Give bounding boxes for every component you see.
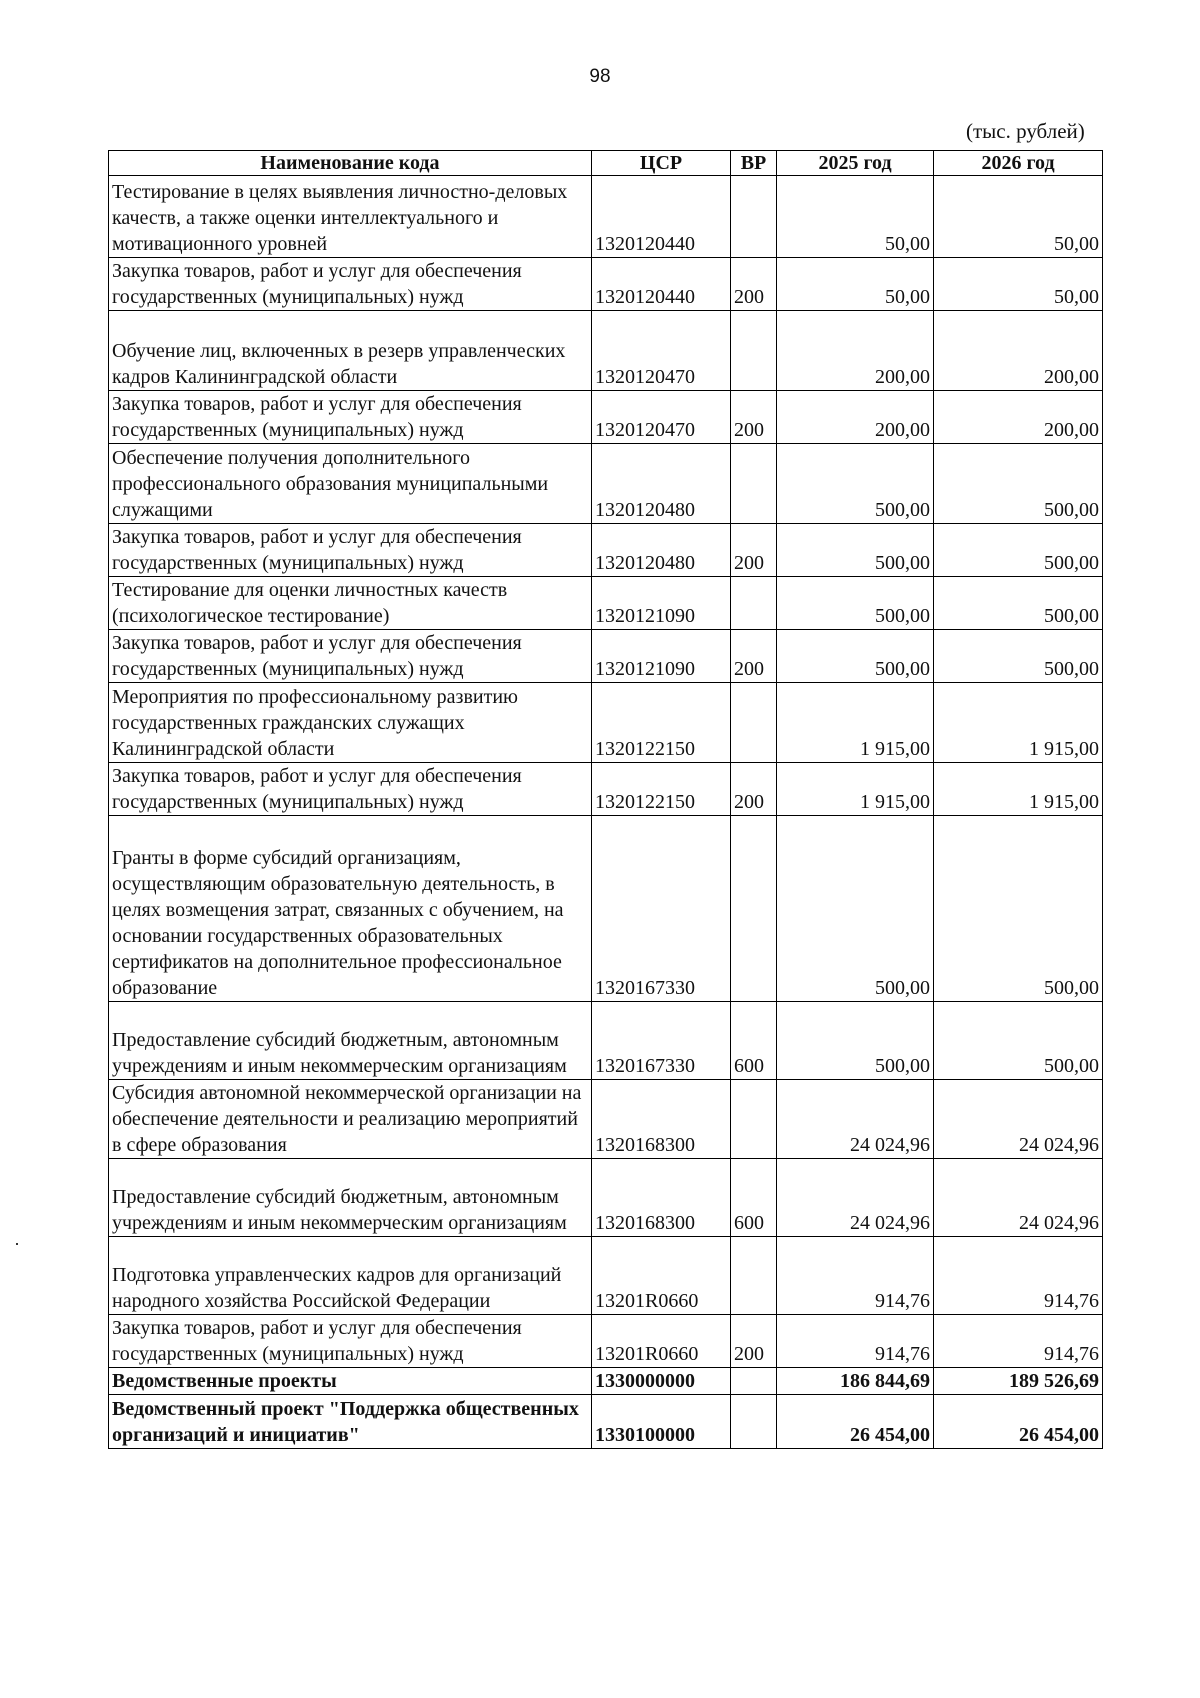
row-2025-cell: 50,00 — [777, 258, 934, 311]
row-2025-cell: 500,00 — [777, 1002, 934, 1080]
table-row — [109, 816, 1103, 1002]
row-2025-cell: 500,00 — [777, 444, 934, 524]
row-code-cell: 1320121090 — [592, 577, 731, 630]
table-row — [109, 630, 1103, 683]
row-2025-cell: 26 454,00 — [777, 1395, 934, 1449]
row-code-cell: 1330000000 — [592, 1368, 731, 1395]
row-2026-cell: 914,76 — [934, 1315, 1103, 1368]
row-2026-cell: 500,00 — [934, 1002, 1103, 1080]
row-2026-cell: 24 024,96 — [934, 1080, 1103, 1159]
row-2025-cell: 500,00 — [777, 577, 934, 630]
row-vr-cell: 200 — [731, 258, 777, 311]
table-row — [109, 524, 1103, 577]
row-vr-cell: 200 — [731, 1315, 777, 1368]
row-code-cell: 1320120440 — [592, 176, 731, 258]
row-2026-cell: 200,00 — [934, 311, 1103, 391]
row-2026-cell: 1 915,00 — [934, 683, 1103, 763]
row-name-cell: Закупка товаров, работ и услуг для обеспечения государственных (муниципальных) нужд — [109, 258, 592, 311]
row-code-cell: 1320168300 — [592, 1159, 731, 1237]
row-vr-cell — [731, 1368, 777, 1395]
row-code-cell: 13201R0660 — [592, 1237, 731, 1315]
row-vr-cell: 600 — [731, 1159, 777, 1237]
header-vr: ВР — [731, 151, 777, 176]
row-name-cell: Субсидия автономной некоммерческой организации на обеспечение деятельности и реализацию мероприятий в сфере образования — [109, 1080, 592, 1159]
row-2025-cell: 186 844,69 — [777, 1368, 934, 1395]
row-2026-cell: 914,76 — [934, 1237, 1103, 1315]
scan-speck — [16, 1243, 18, 1245]
row-name-cell: Тестирование в целях выявления личностно-деловых качеств, а также оценки интеллектуального и мотивационного уровней — [109, 176, 592, 258]
row-vr-cell — [731, 577, 777, 630]
row-name-cell: Предоставление субсидий бюджетным, автономным учреждениям и иным некоммерческим организациям — [109, 1002, 592, 1080]
page-number: 98 — [589, 66, 611, 87]
row-name-cell: Тестирование для оценки личностных качеств (психологическое тестирование) — [109, 577, 592, 630]
row-2025-cell: 914,76 — [777, 1315, 934, 1368]
row-code-cell: 1320167330 — [592, 816, 731, 1002]
table-row — [109, 683, 1103, 763]
row-code-cell: 1320120470 — [592, 311, 731, 391]
row-name-cell: Обучение лиц, включенных в резерв управленческих кадров Калининградской области — [109, 311, 592, 391]
row-code-cell: 1320122150 — [592, 763, 731, 816]
row-2026-cell: 500,00 — [934, 524, 1103, 577]
budget-table — [108, 150, 1103, 1449]
row-vr-cell: 200 — [731, 630, 777, 683]
table-row — [109, 1159, 1103, 1237]
row-code-cell: 1320168300 — [592, 1080, 731, 1159]
row-vr-cell — [731, 311, 777, 391]
row-2026-cell: 200,00 — [934, 391, 1103, 444]
row-2025-cell: 50,00 — [777, 176, 934, 258]
row-2025-cell: 200,00 — [777, 311, 934, 391]
table-row — [109, 311, 1103, 391]
row-2025-cell: 1 915,00 — [777, 763, 934, 816]
row-vr-cell: 200 — [731, 391, 777, 444]
row-code-cell: 1320167330 — [592, 1002, 731, 1080]
table-body — [109, 176, 1103, 1449]
row-code-cell: 1320120480 — [592, 444, 731, 524]
table-row — [109, 577, 1103, 630]
row-vr-cell — [731, 444, 777, 524]
row-name-cell: Закупка товаров, работ и услуг для обеспечения государственных (муниципальных) нужд — [109, 391, 592, 444]
row-2026-cell: 50,00 — [934, 258, 1103, 311]
row-code-cell: 1320120480 — [592, 524, 731, 577]
row-2026-cell: 500,00 — [934, 816, 1103, 1002]
row-vr-cell — [731, 816, 777, 1002]
row-2025-cell: 500,00 — [777, 816, 934, 1002]
row-2025-cell: 200,00 — [777, 391, 934, 444]
row-2025-cell: 500,00 — [777, 630, 934, 683]
table-row — [109, 391, 1103, 444]
row-vr-cell — [731, 176, 777, 258]
row-vr-cell: 200 — [731, 763, 777, 816]
table-row — [109, 444, 1103, 524]
row-2026-cell: 500,00 — [934, 577, 1103, 630]
row-2026-cell: 1 915,00 — [934, 763, 1103, 816]
row-name-cell: Ведомственные проекты — [109, 1368, 592, 1395]
header-code: ЦСР — [592, 151, 731, 176]
row-code-cell: 13201R0660 — [592, 1315, 731, 1368]
row-2025-cell: 500,00 — [777, 524, 934, 577]
row-name-cell: Закупка товаров, работ и услуг для обеспечения государственных (муниципальных) нужд — [109, 630, 592, 683]
row-name-cell: Предоставление субсидий бюджетным, автономным учреждениям и иным некоммерческим организациям — [109, 1159, 592, 1237]
units-note: (тыс. рублей) — [966, 119, 1085, 143]
row-vr-cell — [731, 1395, 777, 1449]
row-2025-cell: 1 915,00 — [777, 683, 934, 763]
row-2025-cell: 914,76 — [777, 1237, 934, 1315]
table-row — [109, 258, 1103, 311]
table-row — [109, 176, 1103, 258]
row-code-cell: 1320121090 — [592, 630, 731, 683]
row-name-cell: Закупка товаров, работ и услуг для обеспечения государственных (муниципальных) нужд — [109, 763, 592, 816]
row-code-cell: 1320120440 — [592, 258, 731, 311]
header-name: Наименование кода — [109, 151, 592, 176]
row-2026-cell: 26 454,00 — [934, 1395, 1103, 1449]
row-2026-cell: 50,00 — [934, 176, 1103, 258]
row-name-cell: Гранты в форме субсидий организациям, осуществляющим образовательную деятельность, в целях возмещения затрат, связанных с обучением, на основании государственных образовательных сертификатов на дополнительное профессиональное образование — [109, 816, 592, 1002]
header-2025: 2025 год — [777, 151, 934, 176]
row-name-cell: Подготовка управленческих кадров для организаций народного хозяйства Российской Федерации — [109, 1237, 592, 1315]
row-code-cell: 1320120470 — [592, 391, 731, 444]
row-2025-cell: 24 024,96 — [777, 1080, 934, 1159]
row-name-cell: Мероприятия по профессиональному развитию государственных гражданских служащих Калининградской области — [109, 683, 592, 763]
table-row — [109, 1395, 1103, 1449]
header-2026: 2026 год — [934, 151, 1103, 176]
row-name-cell: Обеспечение получения дополнительного профессионального образования муниципальными служащими — [109, 444, 592, 524]
row-vr-cell — [731, 683, 777, 763]
row-vr-cell: 600 — [731, 1002, 777, 1080]
table-row — [109, 1002, 1103, 1080]
row-name-cell: Закупка товаров, работ и услуг для обеспечения государственных (муниципальных) нужд — [109, 1315, 592, 1368]
row-code-cell: 1320122150 — [592, 683, 731, 763]
table-header-row — [109, 151, 1103, 176]
table-row — [109, 763, 1103, 816]
row-code-cell: 1330100000 — [592, 1395, 731, 1449]
table-row — [109, 1368, 1103, 1395]
table-row — [109, 1080, 1103, 1159]
row-vr-cell — [731, 1080, 777, 1159]
row-2026-cell: 189 526,69 — [934, 1368, 1103, 1395]
row-2026-cell: 500,00 — [934, 630, 1103, 683]
table-row — [109, 1315, 1103, 1368]
table-row — [109, 1237, 1103, 1315]
row-vr-cell — [731, 1237, 777, 1315]
row-name-cell: Ведомственный проект "Поддержка общественных организаций и инициатив" — [109, 1395, 592, 1449]
row-2026-cell: 500,00 — [934, 444, 1103, 524]
row-name-cell: Закупка товаров, работ и услуг для обеспечения государственных (муниципальных) нужд — [109, 524, 592, 577]
row-vr-cell: 200 — [731, 524, 777, 577]
row-2025-cell: 24 024,96 — [777, 1159, 934, 1237]
row-2026-cell: 24 024,96 — [934, 1159, 1103, 1237]
